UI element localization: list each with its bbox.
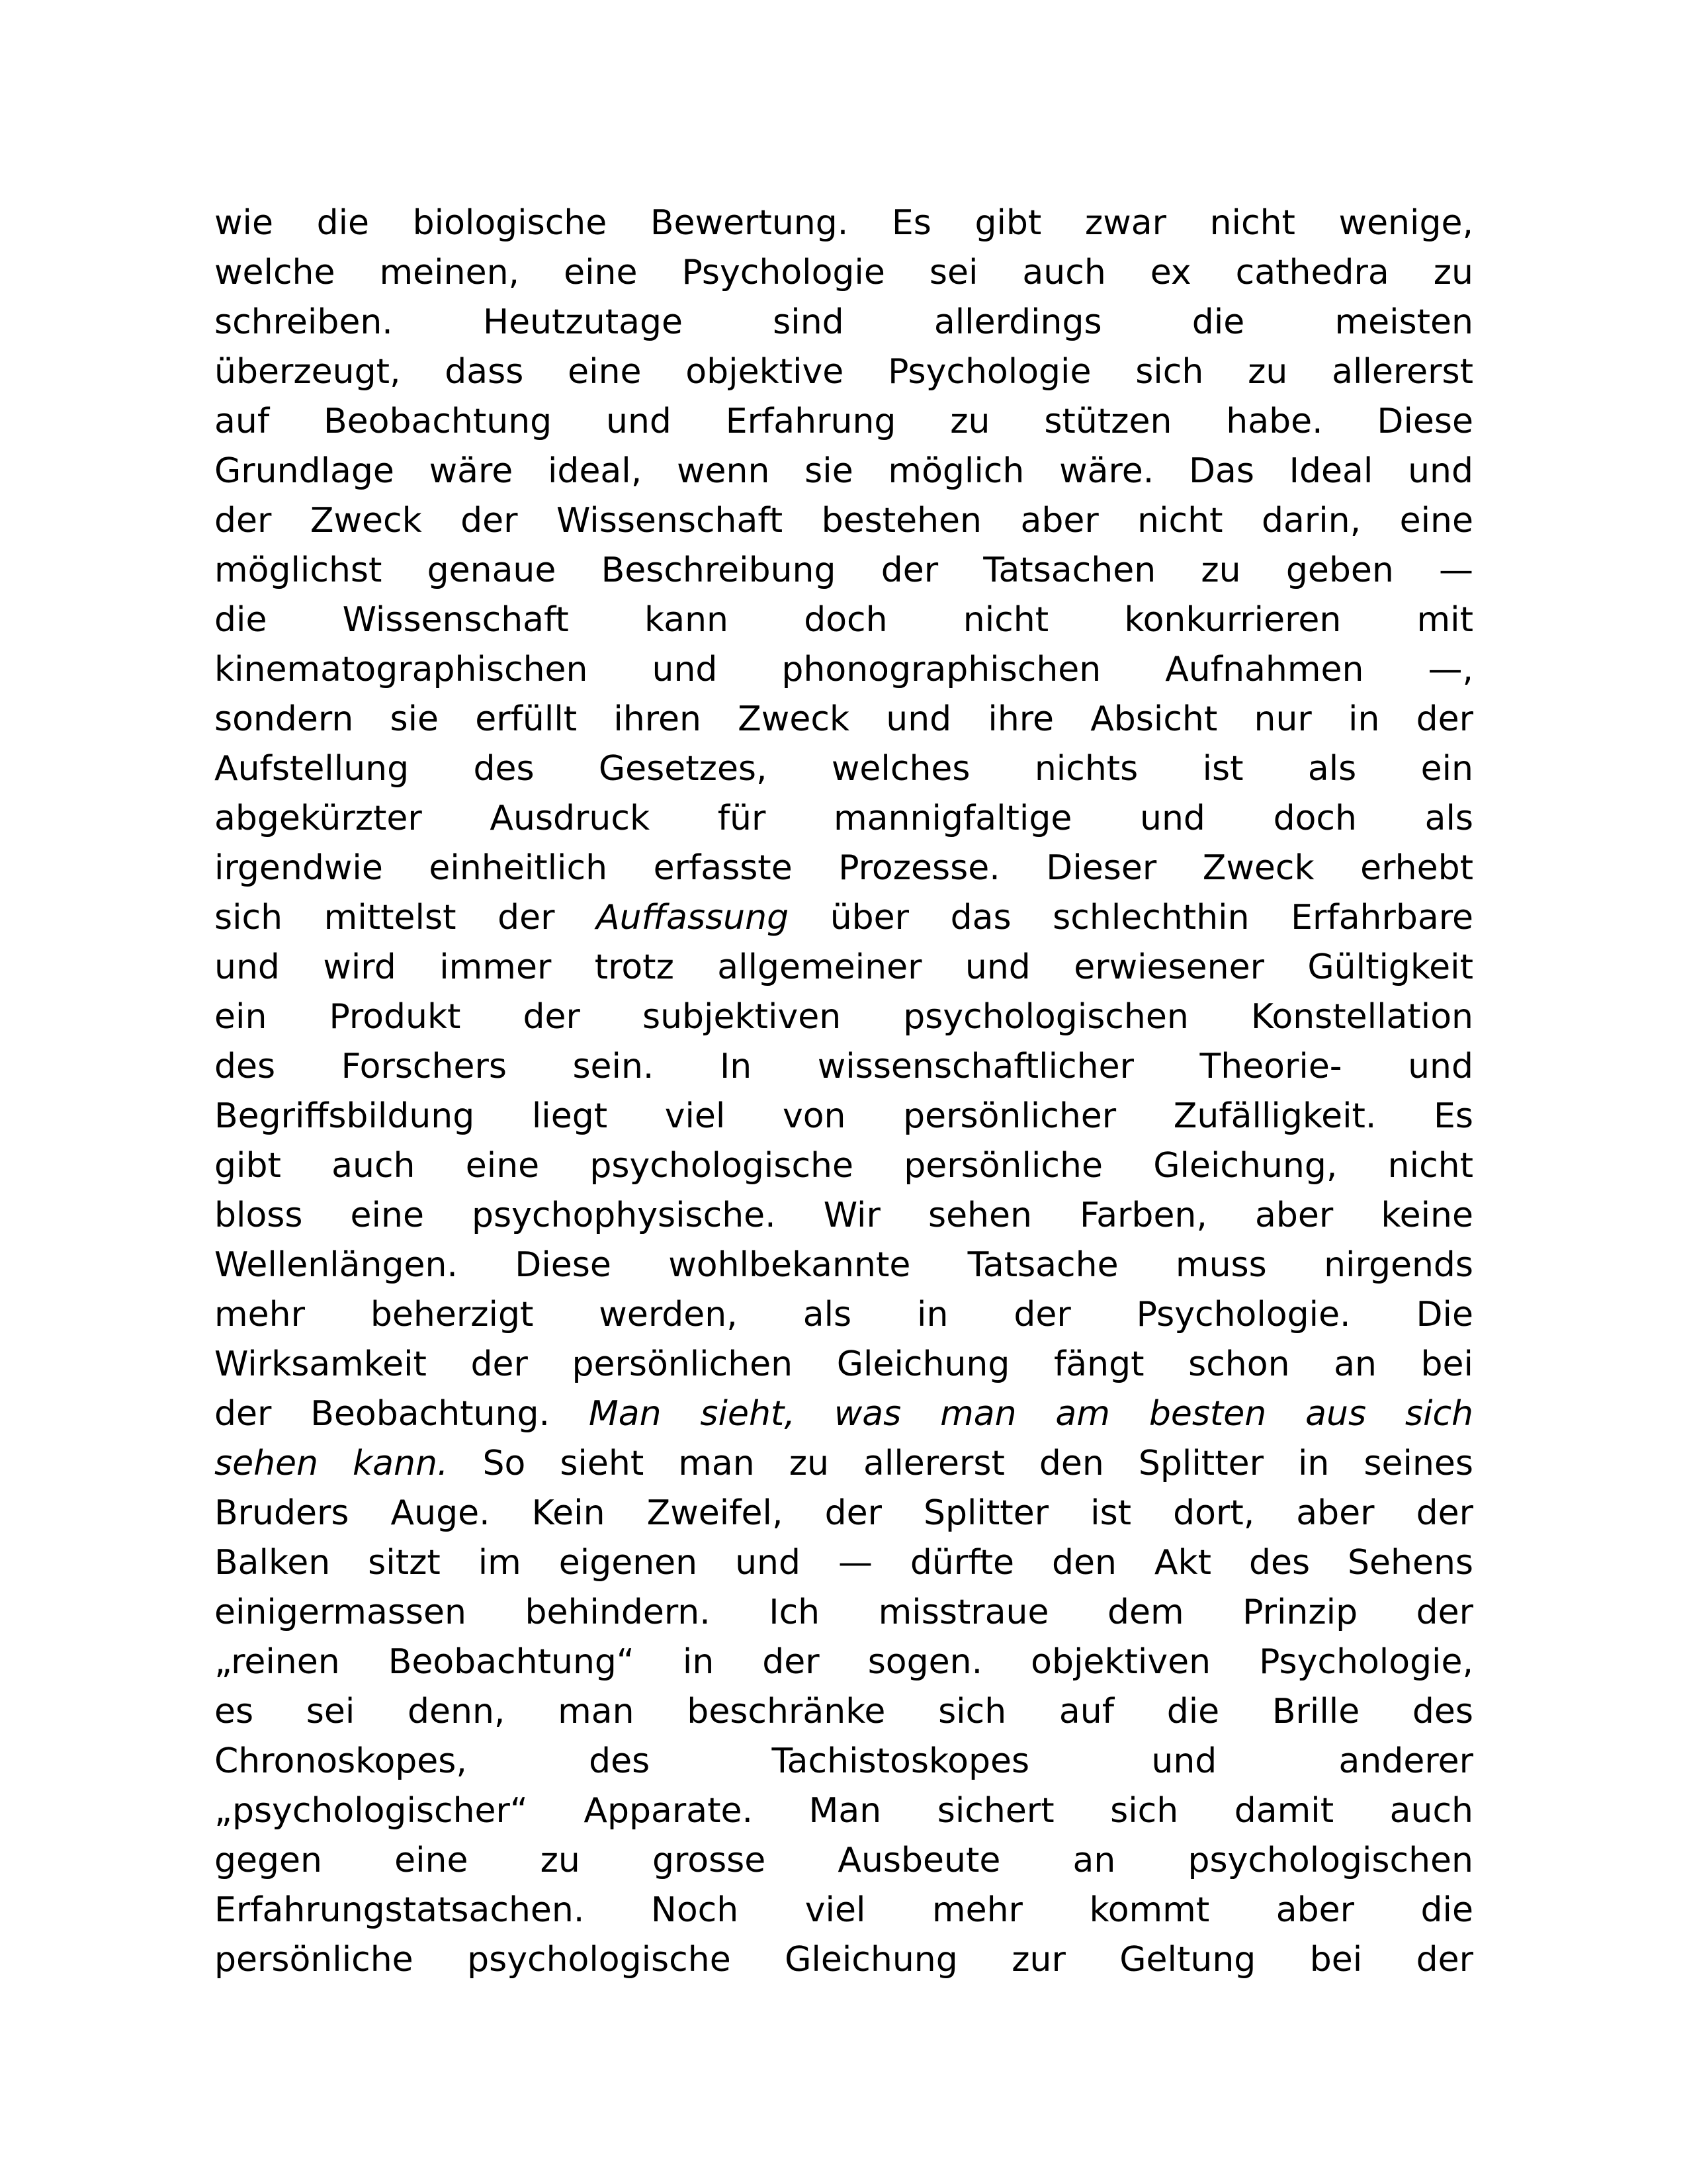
text-line: [214, 595, 1473, 645]
text-line: [214, 943, 1473, 992]
text-line: [214, 1737, 1473, 1786]
text-segment: irgendwie einheitlich erfasste Prozesse. Dieser Zweck erhebt: [214, 848, 1473, 888]
text-segment: persönliche psychologische Gleichung zur Geltung bei der: [214, 1940, 1473, 1980]
text-line: [214, 397, 1473, 447]
text-line: [214, 1786, 1473, 1836]
text-segment: sondern sie erfüllt ihren Zweck und ihre Absicht nur in der: [214, 699, 1473, 739]
text-line: [214, 1687, 1473, 1737]
text-segment: Grundlage wäre ideal, wenn sie möglich wäre. Das Ideal und: [214, 451, 1473, 491]
text-segment: einigermassen behindern. Ich misstraue dem Prinzip der: [214, 1593, 1473, 1632]
text-segment: gegen eine zu grosse Ausbeute an psychologischen: [214, 1841, 1473, 1880]
text-line: [214, 1141, 1473, 1191]
text-line: [214, 546, 1473, 595]
text-line: [214, 645, 1473, 695]
text-line: [214, 893, 1473, 943]
text-segment: es sei denn, man beschränke sich auf die Brille des: [214, 1692, 1473, 1731]
text-segment: Wellenlängen. Diese wohlbekannte Tatsache muss nirgends: [214, 1245, 1473, 1285]
text-line: [214, 1290, 1473, 1340]
text-segment: Wirksamkeit der persönlichen Gleichung fängt schon an bei: [214, 1344, 1473, 1384]
text-line: [214, 1538, 1473, 1588]
text-line: [214, 1389, 1473, 1439]
text-line: [214, 1092, 1473, 1141]
italic-text-segment: sehen kann.: [214, 1444, 449, 1483]
text-segment: abgekürzter Ausdruck für mannigfaltige und doch als: [214, 799, 1473, 838]
text-line: [214, 347, 1473, 397]
text-line: [214, 496, 1473, 546]
text-segment: der Zweck der Wissenschaft bestehen aber nicht darin, eine: [214, 501, 1473, 541]
text-segment: Begriffsbildung liegt viel von persönlicher Zufälligkeit. Es: [214, 1096, 1473, 1136]
text-line: [214, 794, 1473, 844]
text-segment: auf Beobachtung und Erfahrung zu stützen habe. Diese: [214, 402, 1473, 441]
text-line: [214, 744, 1473, 794]
text-segment: Balken sitzt im eigenen und — dürfte den Akt des Sehens: [214, 1543, 1473, 1583]
text-segment: Aufstellung des Gesetzes, welches nichts ist als ein: [214, 749, 1473, 789]
text-segment: über das schlechthin Erfahrbare: [789, 898, 1473, 938]
text-segment: der Beobachtung.: [214, 1394, 589, 1434]
text-line: [214, 1191, 1473, 1241]
text-segment: möglichst genaue Beschreibung der Tatsachen zu geben —: [214, 550, 1473, 590]
text-line: [214, 1588, 1473, 1638]
text-line: [214, 992, 1473, 1042]
italic-text-segment: Auffassung: [596, 898, 789, 938]
text-line: [214, 298, 1473, 347]
text-segment: Bruders Auge. Kein Zweifel, der Splitter ist dort, aber der: [214, 1493, 1473, 1533]
text-line: [214, 248, 1473, 298]
text-segment: So sieht man zu allererst den Splitter in seines: [448, 1444, 1473, 1483]
text-segment: welche meinen, eine Psychologie sei auch ex cathedra zu: [214, 253, 1473, 292]
text-segment: Chronoskopes, des Tachistoskopes und anderer: [214, 1741, 1473, 1781]
text-segment: überzeugt, dass eine objektive Psychologie sich zu allererst: [214, 352, 1473, 392]
text-segment: Erfahrungstatsachen. Noch viel mehr kommt aber die: [214, 1890, 1473, 1930]
text-segment: kinematographischen und phonographischen Aufnahmen —,: [214, 650, 1473, 689]
text-segment: die Wissenschaft kann doch nicht konkurrieren mit: [214, 600, 1473, 640]
text-line: [214, 1638, 1473, 1687]
text-segment: und wird immer trotz allgemeiner und erwiesener Gültigkeit: [214, 947, 1473, 987]
text-line: [214, 1489, 1473, 1538]
text-line: [214, 198, 1473, 248]
italic-text-segment: Man sieht, was man am besten aus sich: [588, 1394, 1473, 1434]
text-line: [214, 1439, 1473, 1489]
text-line: [214, 1886, 1473, 1935]
text-line: [214, 447, 1473, 496]
text-line: [214, 844, 1473, 893]
text-segment: gibt auch eine psychologische persönliche Gleichung, nicht: [214, 1146, 1473, 1186]
text-segment: „reinen Beobachtung“ in der sogen. objektiven Psychologie,: [214, 1642, 1473, 1682]
text-segment: wie die biologische Bewertung. Es gibt zwar nicht wenige,: [214, 203, 1473, 243]
text-segment: ein Produkt der subjektiven psychologischen Konstellation: [214, 997, 1473, 1037]
text-line: [214, 1340, 1473, 1389]
text-segment: des Forschers sein. In wissenschaftlicher Theorie- und: [214, 1047, 1473, 1086]
text-line: [214, 1241, 1473, 1290]
text-segment: schreiben. Heutzutage sind allerdings die meisten: [214, 302, 1473, 342]
body-text: [214, 198, 1473, 1985]
text-line: [214, 695, 1473, 744]
text-segment: bloss eine psychophysische. Wir sehen Farben, aber keine: [214, 1196, 1473, 1235]
text-segment: sich mittelst der: [214, 898, 597, 938]
text-segment: „psychologischer“ Apparate. Man sichert sich damit auch: [214, 1791, 1473, 1831]
text-line: [214, 1042, 1473, 1092]
text-line: [214, 1836, 1473, 1886]
text-line: [214, 1935, 1473, 1985]
text-segment: mehr beherzigt werden, als in der Psychologie. Die: [214, 1295, 1473, 1334]
